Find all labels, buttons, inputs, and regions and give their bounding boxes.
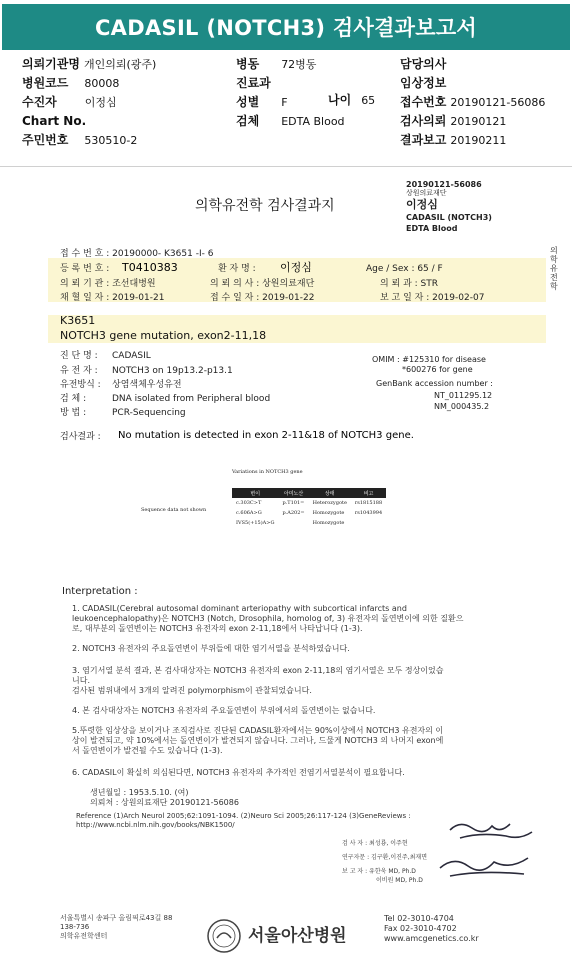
genbank-label: GenBank accession number : — [376, 379, 493, 388]
label-chart-no: Chart No. — [22, 114, 87, 128]
receipt-date: 접 수 일 자 : 2019-01-22 — [210, 293, 315, 303]
sticker-line-3: 이정심 — [406, 198, 438, 211]
report-title-banner: CADASIL (NOTCH3) 검사결과보고서 — [2, 4, 570, 50]
sequence-note: Sequence data not shown — [141, 507, 207, 513]
value-resident-no: 530510-2 — [84, 134, 138, 147]
sticker-line-5: EDTA Blood — [406, 224, 458, 233]
reg-no-label: 등 록 번 호 : — [60, 264, 110, 274]
signature-scribble — [420, 812, 550, 892]
variations-table — [232, 488, 386, 528]
hospital-logo-icon — [206, 918, 242, 954]
test-code: K3651 — [60, 314, 96, 327]
variations-title: Variations in NOTCH3 gene — [232, 469, 303, 475]
field-method-label: 방 법 : — [60, 408, 87, 418]
staff-line: 이비원 MD, Ph.D — [376, 877, 423, 884]
value-patient: 이정심 — [84, 96, 117, 109]
label-ward: 병동 — [236, 57, 260, 71]
reg-no: T0410383 — [122, 261, 178, 274]
value-ward: 72병동 — [281, 58, 317, 71]
header-col3 — [400, 55, 545, 150]
variations-table-header — [232, 488, 386, 498]
interp-line: 니다. — [72, 676, 90, 685]
label-specimen: 검체 — [236, 114, 260, 128]
sticker-line-4: CADASIL (NOTCH3) — [406, 213, 492, 222]
field-specimen-label: 검 체 : — [60, 394, 87, 404]
value-specimen: EDTA Blood — [281, 115, 345, 128]
staff-line: 보 고 자 : 유한욱 MD, Ph.D — [342, 868, 416, 875]
staff-line: 연구자문 : 김구환,이진주,최재면 — [342, 854, 427, 861]
col-amino-acid: 아미노산 — [278, 488, 308, 498]
value-report-date: 20190211 — [450, 134, 507, 147]
staff-line: 검 사 자 : 최성룡, 이주현 — [342, 840, 408, 847]
table-cell: rs1043994 — [354, 510, 383, 516]
label-department: 진료과 — [236, 76, 271, 90]
header-col1 — [22, 55, 156, 150]
hospital-name: 서울아산병원 — [248, 926, 347, 946]
scanned-report — [10, 172, 562, 956]
table-cell: p.A202= — [282, 510, 305, 516]
table-cell — [278, 518, 308, 528]
value-request-date: 20190121 — [450, 115, 507, 128]
interp-line: 3. 염기서열 분석 결과, 본 검사대상자는 NOTCH3 유전자의 exon 2-11,18의 염기서열은 모두 정상이었습 — [72, 666, 444, 675]
field-diagnosis-value: CADASIL — [112, 351, 151, 361]
header-age — [328, 91, 375, 110]
table-cell: Homozygote — [312, 520, 345, 526]
test-name: NOTCH3 gene mutation, exon2-11,18 — [60, 329, 267, 342]
field-diagnosis-label: 진 단 명 : — [60, 351, 98, 361]
table-row — [232, 498, 386, 508]
label-report-date: 결과보고 — [400, 133, 447, 147]
table-cell — [351, 518, 386, 528]
table-cell: Heterozygote — [312, 500, 347, 506]
interp-line: 서 돌연변이가 발견될 수도 있습니다 (1-3). — [72, 746, 223, 755]
accession-number: 접 수 번 호 : 20190000- K3651 -I- 6 — [60, 249, 214, 259]
side-vertical-text: 의학유전학 — [550, 246, 558, 291]
field-inheritance-label: 유전방식 : — [60, 380, 101, 390]
label-request-date: 검사의뢰 — [400, 114, 447, 128]
interp-line: 상이 발견되고, 약 10%에서는 돌연변이가 발견되지 않습니다. 그러나, 드물게 NOTCH3 의 나머지 exon에 — [72, 736, 444, 745]
address-line: 의학유전학센터 — [60, 932, 108, 940]
field-gene-label: 유 전 자 : — [60, 366, 98, 376]
request-number: 의뢰처 : 상원의료재단 20190121-56086 — [90, 798, 239, 807]
sticker-line-1: 20190121-56086 — [406, 180, 482, 189]
label-institution: 의뢰기관명 — [22, 57, 80, 71]
label-sex: 성별 — [236, 95, 260, 109]
interpretation-title: Interpretation : — [62, 586, 138, 597]
result-text: No mutation is detected in exon 2-11&18 of NOTCH3 gene. — [118, 430, 414, 441]
doc-title: 의학유전학 검사결과지 — [195, 198, 335, 214]
genbank-nm: NM_000435.2 — [434, 402, 490, 411]
col-note: 비고 — [351, 488, 386, 498]
interp-line: 검사된 범위내에서 3개의 알려진 polymorphism이 관찰되었습니다. — [72, 686, 312, 695]
label-clinical-info: 임상정보 — [400, 76, 447, 90]
col-variant: 변이 — [232, 488, 278, 498]
patient-name: 이정심 — [280, 261, 312, 274]
requesting-doctor: 의 뢰 의 사 : 상원의료재단 — [210, 279, 315, 289]
value-sex: F — [281, 96, 288, 109]
interp-line: 6. CADASIL이 확실히 의심된다면, NOTCH3 유전자의 추가적인 전염기서열분석이 필요합니다. — [72, 768, 405, 777]
genbank-nt: NT_011295.12 — [434, 391, 493, 400]
table-cell: c.606A>G — [236, 510, 262, 516]
label-hospital-code: 병원코드 — [22, 76, 69, 90]
reference-line-2: http://www.ncbi.nlm.nih.gov/books/NBK1500/ — [76, 821, 235, 829]
interp-line: 2. NOTCH3 유전자의 주요돌연변이 부위들에 대한 염기서열을 분석하였습니다. — [72, 644, 350, 653]
interp-line: 1. CADASIL(Cerebral autosomal dominant arteriopathy with subcortical infarcts and — [72, 604, 407, 613]
contact-line: Fax 02-3010-4702 — [384, 924, 457, 933]
label-receipt-no: 접수번호 — [400, 95, 447, 109]
requesting-institution: 의 뢰 기 관 : 조선대병원 — [60, 279, 156, 289]
reference-line-1: Reference (1)Arch Neurol 2005;62:1091-1094. (2)Neuro Sci 2005;26:117-124 (3)GeneReviews : — [76, 812, 411, 820]
table-cell: p.T101= — [282, 500, 305, 506]
interp-line: 로, 대부분의 돌연변이는 NOTCH3 유전자의 exon 2-11,18에서 나타납니다 (1-3). — [72, 624, 363, 633]
omim-line-1: OMIM : #125310 for disease — [372, 355, 486, 364]
value-age: 65 — [361, 94, 376, 107]
value-receipt-no: 20190121-56086 — [450, 96, 546, 109]
interp-line: leukoencephalopathy)은 NOTCH3 (Notch, Drosophila, homolog of, 3) 유전자의 돌연변이에 의한 질환으 — [72, 614, 464, 623]
result-label: 검사결과 : — [60, 432, 101, 442]
contact-line: www.amcgenetics.co.kr — [384, 934, 479, 943]
birth-date: 생년월일 : 1953.5.10. (여) — [90, 788, 189, 797]
table-cell: rs1815188 — [354, 500, 383, 506]
table-cell: IVS5(+15)A>G — [236, 520, 275, 526]
label-age: 나이 — [328, 93, 352, 107]
label-patient: 수진자 — [22, 95, 57, 109]
patient-label: 환 자 명 : — [218, 264, 256, 274]
value-institution: 개인의뢰(광주) — [83, 58, 157, 71]
field-method-value: PCR-Sequencing — [112, 408, 186, 418]
address-line: 138-736 — [60, 923, 90, 931]
col-status: 상태 — [309, 488, 351, 498]
interp-line: 4. 본 검사대상자는 NOTCH3 유전자의 주요돌연변이 부위에서의 돌연변이는 없습니다. — [72, 706, 376, 715]
requesting-department: 의 뢰 과 : STR — [380, 279, 439, 289]
contact-line: Tel 02-3010-4704 — [384, 914, 454, 923]
age-sex: Age / Sex : 65 / F — [366, 264, 443, 274]
table-row — [232, 508, 386, 518]
interp-line: 5.뚜렷한 임상상을 보이거나 조직검사로 진단된 CADASIL환자에서는 90%이상에서 NOTCH3 유전자의 이 — [72, 726, 444, 735]
address-line: 서울특별시 송파구 올림픽로43길 88 — [60, 914, 173, 922]
table-cell: Homozygote — [312, 510, 345, 516]
divider — [0, 166, 572, 167]
value-hospital-code: 80008 — [84, 77, 120, 90]
omim-line-2: *600276 for gene — [402, 365, 473, 374]
report-date: 보 고 일 자 : 2019-02-07 — [380, 293, 485, 303]
field-specimen-value: DNA isolated from Peripheral blood — [112, 394, 271, 404]
table-cell: c.303C>T — [236, 500, 262, 506]
label-doctor: 담당의사 — [400, 57, 447, 71]
sampling-date: 채 혈 일 자 : 2019-01-21 — [60, 293, 165, 303]
label-resident-no: 주민번호 — [22, 133, 69, 147]
field-gene-value: NOTCH3 on 19p13.2-p13.1 — [112, 366, 233, 376]
table-row — [232, 518, 386, 528]
sticker-line-2: 상원의료재단 — [406, 189, 447, 197]
field-inheritance-value: 상염색체우성유전 — [112, 380, 182, 390]
